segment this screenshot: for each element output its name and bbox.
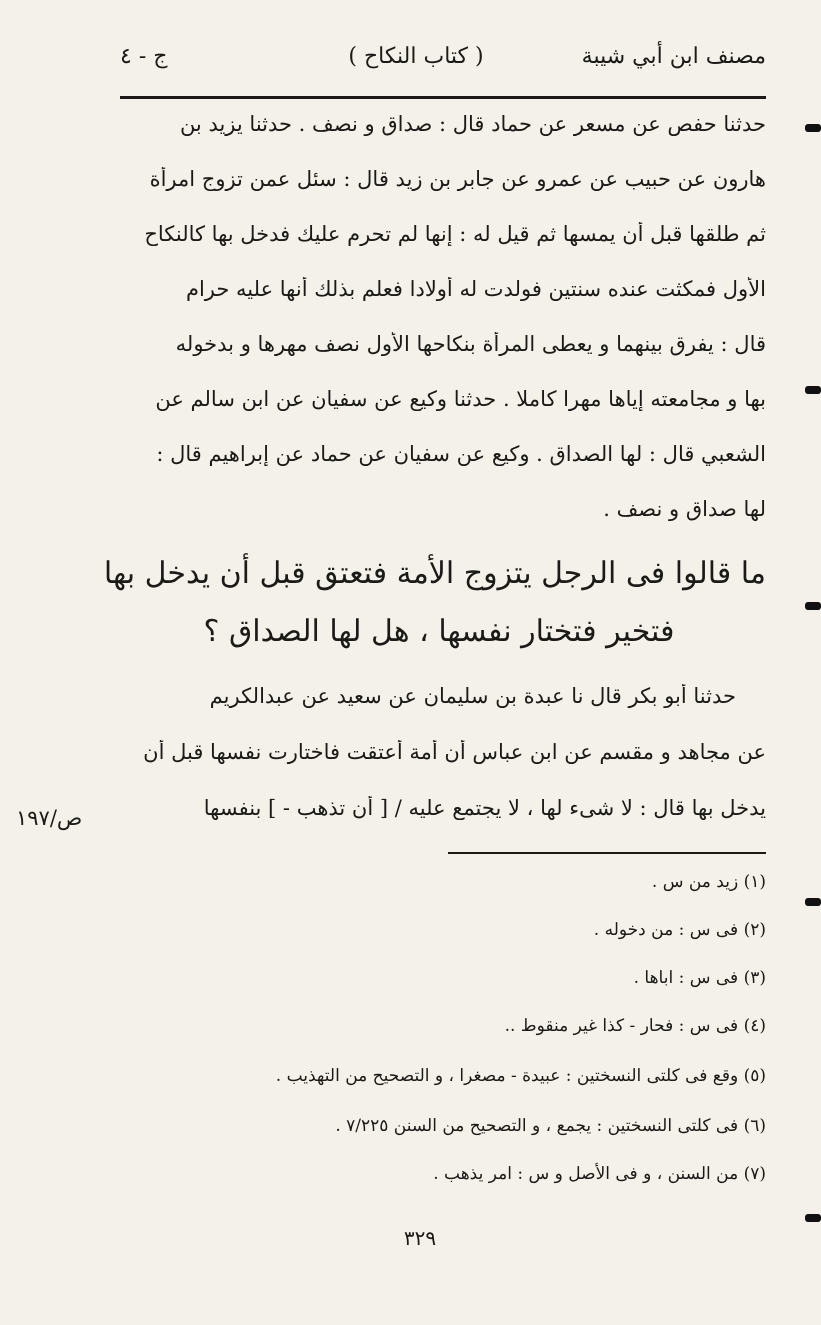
heading-line: ما قالوا فى الرجل يتزوج الأمة فتعتق قبل أن يدخل بها	[103, 556, 766, 591]
text-line: هارون عن حبيب عن عمرو عن جابر بن زيد قال : سئل عمن تزوج امرأة	[149, 167, 766, 191]
footnotes	[200, 872, 766, 1212]
footnote-rule	[448, 852, 766, 854]
footnote: (٦) فى كلتى النسختين : يجمع ، و التصحيح من السنن ٧/٢٢٥ .	[335, 1116, 766, 1136]
margin-page-reference: ص/١٩٧	[16, 806, 83, 830]
header-rule	[120, 96, 766, 99]
text-line: لها صداق و نصف .	[603, 497, 766, 521]
text-line: حدثنا أبو بكر قال نا عبدة بن سليمان عن سعيد عن عبدالكريم	[209, 684, 736, 708]
footnote: (٢) فى س : من دخوله .	[593, 920, 766, 940]
text-line: ثم طلقها قبل أن يمسها ثم قيل له : إنها لم تحرم عليك فدخل بها كالنكاح	[144, 222, 766, 246]
chapter-heading	[103, 556, 766, 676]
page-number: ٣٢٩	[403, 1226, 437, 1250]
footnote: (٧) من السنن ، و فى الأصل و س : امر يذهب .	[433, 1164, 766, 1184]
scan-edge-mark	[805, 386, 821, 394]
footnote: (٣) فى س : اباها .	[633, 968, 766, 988]
text-line: قال : يفرق بينهما و يعطى المرأة بنكاحها الأول نصف مهرها و بدخوله	[175, 332, 766, 356]
footnote: (٤) فى س : فحار - كذا غير منقوط ..	[504, 1016, 766, 1036]
scan-edge-mark	[805, 124, 821, 132]
scan-edge-mark	[805, 898, 821, 906]
paragraph-2	[112, 684, 766, 844]
text-line: بها و مجامعته إياها مهرا كاملا . حدثنا وكيع عن سفيان عن ابن سالم عن	[155, 387, 766, 411]
text-line: الأول فمكثت عنده سنتين فولدت له أولادا فعلم بذلك أنها عليه حرام	[185, 277, 766, 301]
footnote: (١) زيد من س .	[651, 872, 766, 892]
heading-line: فتخير فتختار نفسها ، هل لها الصداق ؟	[203, 614, 675, 649]
paragraph-1	[112, 112, 766, 542]
text-line: حدثنا حفص عن مسعر عن حماد قال : صداق و نصف . حدثنا يزيد بن	[179, 112, 766, 136]
text-line: عن مجاهد و مقسم عن ابن عباس أن أمة أعتقت فاختارت نفسها قبل أن	[143, 740, 766, 764]
section-title: ( كتاب النكاح )	[348, 44, 484, 69]
book-title: مصنف ابن أبي شيبة	[581, 44, 766, 69]
volume-number: ج - ٤	[120, 44, 168, 69]
footnote: (٥) وقع فى كلتى النسختين : عبيدة - مصغرا ، و التصحيح من التهذيب .	[275, 1066, 766, 1086]
text-line: الشعبي قال : لها الصداق . وكيع عن سفيان عن حماد عن إبراهيم قال :	[156, 442, 766, 466]
scan-edge-mark	[805, 1214, 821, 1222]
scan-edge-mark	[805, 602, 821, 610]
text-line: يدخل بها قال : لا شىء لها ، لا يجتمع عليه / [ أن تذهب - ] بنفسها	[203, 796, 766, 820]
running-header	[116, 44, 766, 84]
